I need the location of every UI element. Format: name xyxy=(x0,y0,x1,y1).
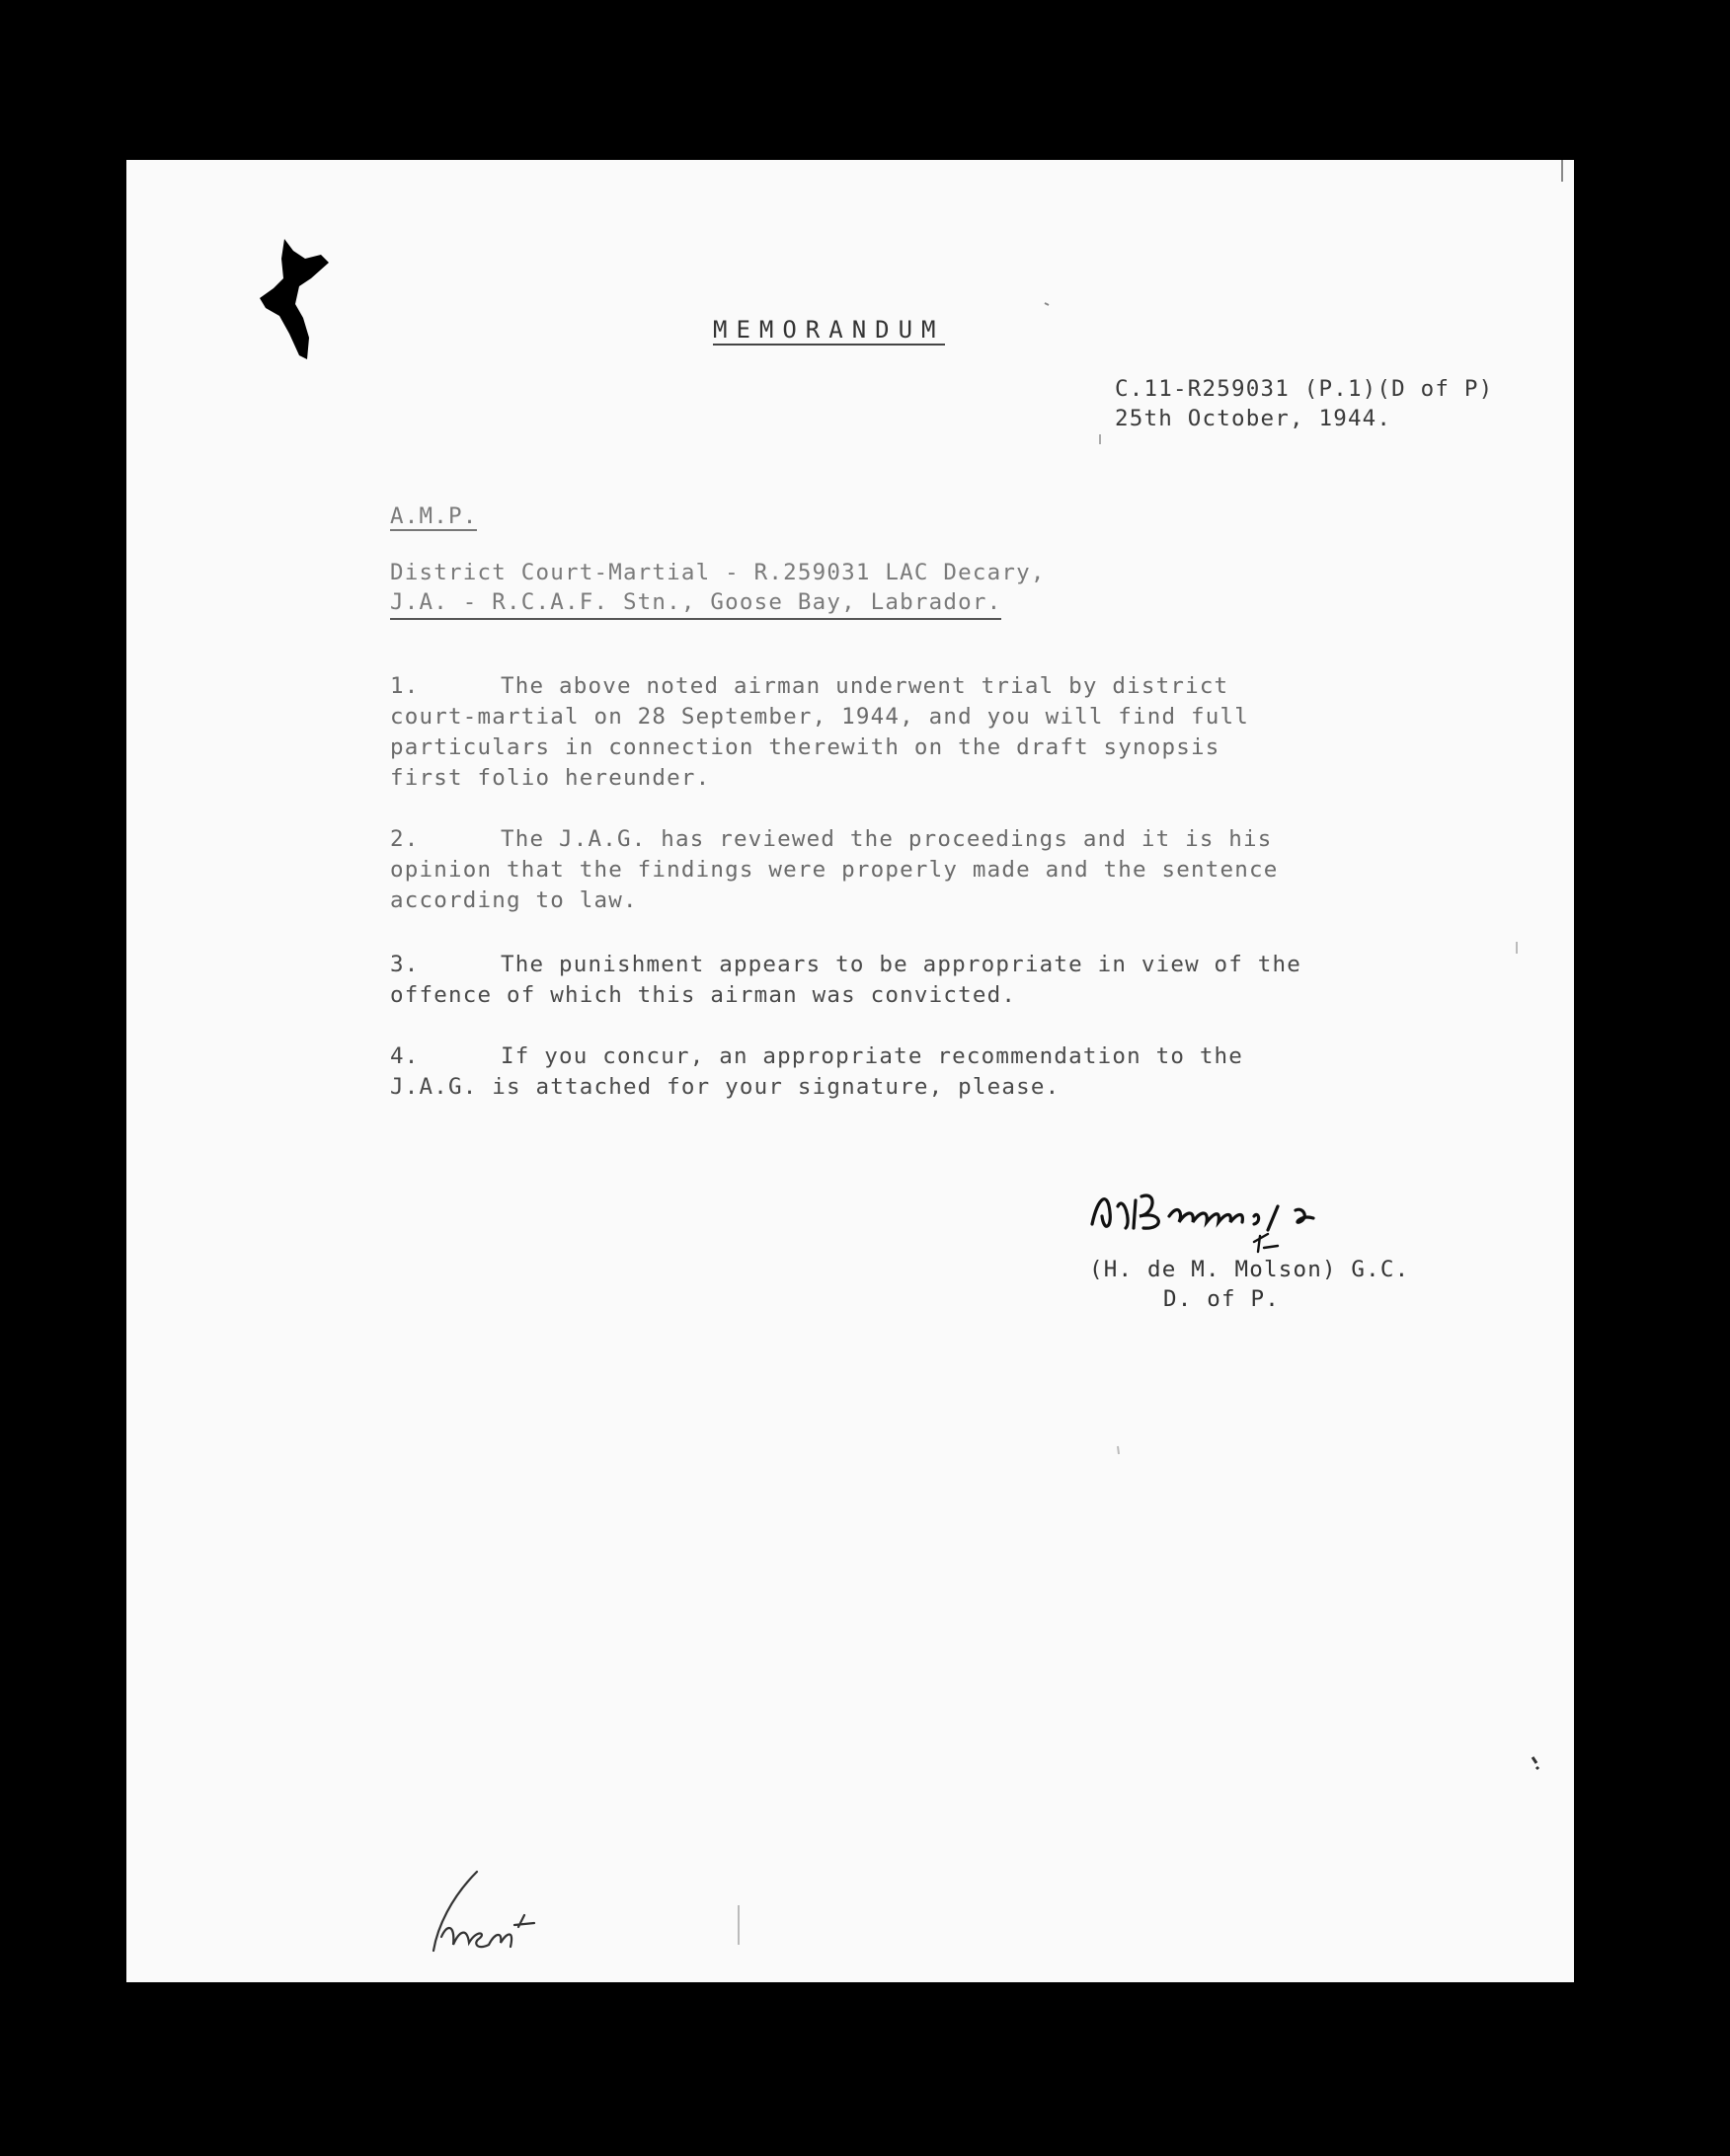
paragraph-line: J.A.G. is attached for your signature, please. xyxy=(390,1074,1061,1100)
paragraph-line: opinion that the findings were properly made and the sentence xyxy=(390,857,1279,883)
paragraph-number: 1. xyxy=(390,673,420,699)
subject-line-1: District Court-Martial - R.259031 LAC Decary, xyxy=(390,560,1046,585)
memo-date: 25th October, 1944. xyxy=(1115,406,1392,431)
signatory-name: (H. de M. Molson) G.C. xyxy=(1089,1257,1410,1282)
paragraph-number: 4. xyxy=(390,1043,420,1069)
subject-line-2: J.A. - R.C.A.F. Stn., Goose Bay, Labrador. xyxy=(390,591,1001,620)
file-reference: C.11-R259031 (P.1)(D of P) xyxy=(1115,376,1494,402)
addressee: A.M.P. xyxy=(390,503,478,529)
paragraph-line: 1. The above noted airman underwent trial by district xyxy=(390,671,1377,702)
paragraph-line: offence of which this airman was convicted. xyxy=(390,982,1017,1008)
paragraph-line: 2. The J.A.G. has reviewed the proceedings and it is his xyxy=(390,824,1377,855)
memo-page xyxy=(126,160,1574,1982)
paragraph-line: particulars in connection therewith on the draft synopsis xyxy=(390,734,1220,760)
stray-marks xyxy=(126,160,1574,1982)
handwritten-note-next xyxy=(408,1868,556,1966)
paragraph-line: first folio hereunder. xyxy=(390,765,711,791)
paragraph-line: according to law. xyxy=(390,887,638,913)
paragraph-line: 3. The punishment appears to be appropriate in view of the xyxy=(390,950,1377,980)
paragraph-line: 4. If you concur, an appropriate recommendation to the xyxy=(390,1041,1377,1072)
paragraph-line: court-martial on 28 September, 1944, and you will find full xyxy=(390,704,1250,730)
signatory-title: D. of P. xyxy=(1163,1286,1280,1312)
paragraph-number: 2. xyxy=(390,826,420,852)
memo-title: MEMORANDUM xyxy=(713,316,945,344)
paragraph-number: 3. xyxy=(390,952,420,977)
